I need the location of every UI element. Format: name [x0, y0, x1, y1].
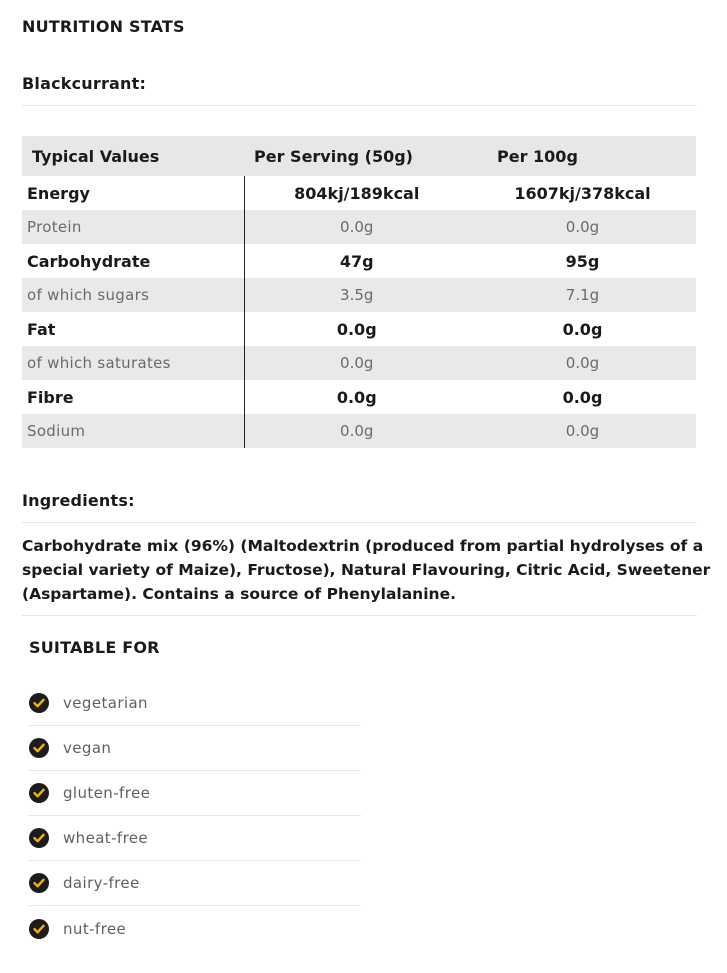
table-row [22, 244, 696, 278]
nutrient-label: Fibre [22, 380, 244, 414]
list-item [28, 861, 361, 906]
per-serving-value: 47g [339, 251, 374, 271]
column-header-per-100g: Per 100g [469, 136, 696, 176]
suitable-for-label: nut-free [63, 919, 127, 938]
per-serving-value: 804kj/189kcal [294, 183, 420, 203]
per-100g-value: 7.1g [565, 286, 600, 304]
per-100g-value: 0.0g [562, 319, 603, 339]
suitable-for-label: dairy-free [63, 874, 140, 892]
list-item [28, 681, 361, 726]
suitable-for-label: gluten-free [63, 784, 151, 802]
per-100g-value: 0.0g [565, 218, 600, 236]
nutrition-table [22, 136, 697, 448]
per-serving-value: 0.0g [340, 354, 374, 372]
check-circle-icon [29, 693, 49, 713]
list-item [28, 726, 361, 771]
flavour-label: Blackcurrant: [22, 74, 147, 93]
table-row [22, 380, 696, 414]
column-header-per-serving: Per Serving (50g) [244, 136, 469, 176]
per-100g-value: 0.0g [565, 422, 600, 440]
per-100g-value: 1607kj/378kcal [514, 183, 651, 203]
per-100g-value: 95g [565, 251, 600, 271]
per-serving-value: 0.0g [336, 319, 377, 339]
ingredients-heading: Ingredients: [22, 491, 135, 510]
page-title: NUTRITION STATS [22, 17, 185, 36]
table-row [22, 210, 696, 244]
nutrient-label: Carbohydrate [22, 244, 244, 278]
per-serving-value: 0.0g [336, 387, 377, 407]
per-serving-value: 0.0g [340, 218, 374, 236]
column-header-typical-values: Typical Values [22, 136, 244, 176]
suitable-for-heading: SUITABLE FOR [29, 638, 160, 657]
suitable-for-list [28, 681, 361, 951]
per-100g-value: 0.0g [562, 387, 603, 407]
per-serving-value: 0.0g [340, 422, 374, 440]
table-row [22, 414, 696, 448]
nutrient-label: of which saturates [22, 346, 244, 380]
nutrient-label: Sodium [22, 414, 244, 448]
list-item [28, 816, 361, 861]
suitable-for-label: wheat-free [63, 829, 149, 847]
suitable-for-label: vegan [63, 739, 112, 757]
table-row [22, 346, 696, 380]
check-circle-icon [29, 828, 49, 848]
divider [22, 615, 697, 616]
table-row [22, 176, 696, 210]
divider [22, 105, 697, 106]
table-header-row [22, 136, 696, 176]
table-row [22, 278, 696, 312]
nutrient-label: of which sugars [22, 278, 244, 312]
check-circle-icon [29, 783, 49, 803]
check-circle-icon [29, 738, 49, 758]
nutrient-label: Fat [22, 312, 244, 346]
per-serving-value: 3.5g [340, 286, 374, 304]
list-item [28, 906, 361, 951]
table-row [22, 312, 696, 346]
nutrient-label: Protein [22, 210, 244, 244]
list-item [28, 771, 361, 816]
check-circle-icon [29, 919, 49, 939]
suitable-for-label: vegetarian [63, 694, 148, 712]
per-100g-value: 0.0g [565, 354, 600, 372]
check-circle-icon [29, 873, 49, 893]
nutrient-label: Energy [22, 176, 244, 210]
divider [22, 522, 697, 523]
ingredients-text: Carbohydrate mix (96%) (Maltodextrin (produced from partial hydrolyses of a special variety of Maize), Fructose), Natural Flavouring, Citric Acid, Sweetener (Aspartame). Contains a source of Phenylalanine. [22, 537, 711, 603]
